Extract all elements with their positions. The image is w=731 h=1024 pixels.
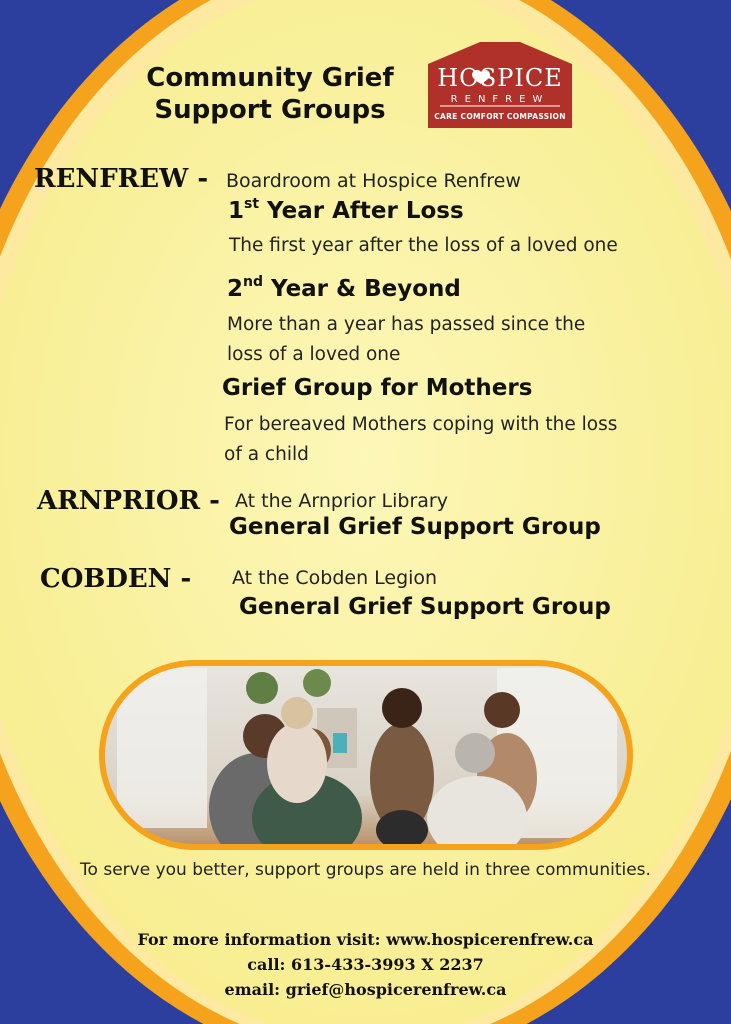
logo-tagline: CARE COMFORT COMPASSION [434,112,566,121]
title-line-2: Support Groups [154,95,386,125]
group-second-year: 2nd Year & Beyond [227,274,461,302]
group-mothers: Grief Group for Mothers [222,375,533,401]
location-cobden: COBDEN - [40,564,192,594]
venue-cobden: At the Cobden Legion [232,567,438,589]
location-renfrew: RENFREW - [34,164,209,194]
logo-wordmark: HOSPICE [437,64,563,92]
group-first-year: 1st Year After Loss [228,196,464,224]
group-cobden-general: General Grief Support Group [239,594,611,620]
support-group-photo [97,658,635,852]
group-second-year-description: More than a year has passed since the loss of a loved one [227,314,586,365]
communities-note: To serve you better, support groups are held in three communities. [80,860,651,880]
page-title [120,62,420,126]
group-mothers-description: For bereaved Mothers coping with the loss of a child [224,414,618,465]
group-arnprior-general: General Grief Support Group [229,514,601,540]
venue-renfrew: Boardroom at Hospice Renfrew [226,170,521,192]
venue-arnprior: At the Arnprior Library [235,490,448,512]
hospice-logo [428,42,572,128]
info-website-line: For more information visit: www.hospicerenfrew.ca [137,930,594,949]
group-first-year-description: The first year after the loss of a loved one [229,235,618,256]
title-line-1: Community Grief [146,63,394,93]
info-email-line: email: grief@hospicerenfrew.ca [224,980,507,999]
location-arnprior: ARNPRIOR - [37,486,220,516]
logo-subtitle: RENFREW [450,94,550,105]
info-phone-line: call: 613-433-3993 X 2237 [247,955,484,974]
